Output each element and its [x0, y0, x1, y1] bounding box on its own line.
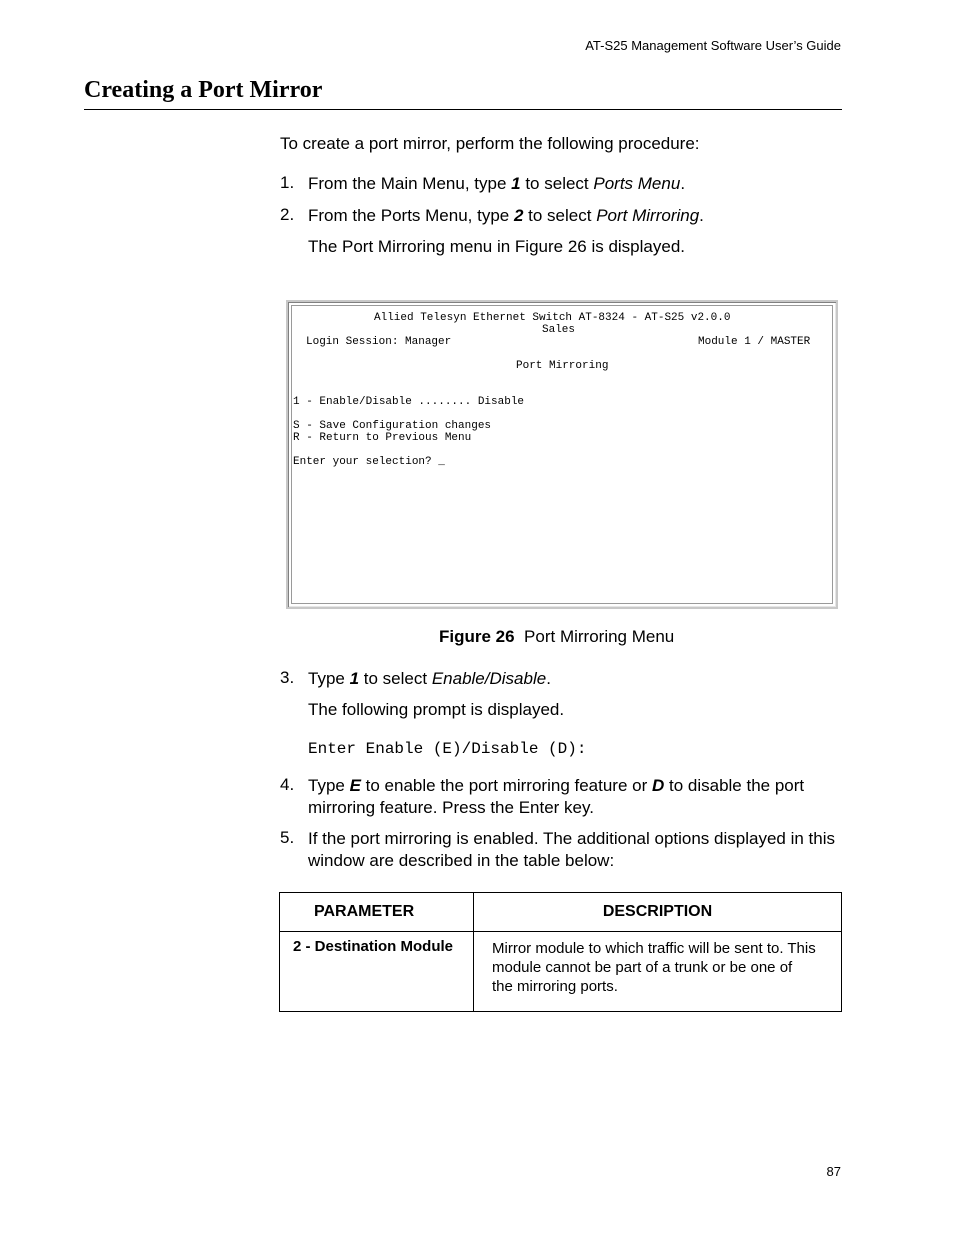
step-text: . — [680, 174, 686, 193]
terminal-prompt: Enter your selection? _ — [293, 456, 445, 468]
table-row — [280, 932, 842, 1012]
step-text: From the Ports Menu, type — [308, 206, 514, 225]
step-text: to select — [523, 206, 597, 225]
section-title: Creating a Port Mirror — [84, 77, 323, 103]
figure-caption — [439, 627, 674, 647]
step-number: 3. — [280, 668, 295, 687]
key-emphasis: 2 — [513, 206, 524, 225]
step-text: Type — [308, 669, 350, 688]
parameter-cell: 2 - Destination Module — [280, 932, 474, 1012]
code-prompt: Enter Enable (E)/Disable (D): — [308, 740, 587, 758]
terminal-menu-title: Port Mirroring — [516, 360, 609, 372]
step-text: . — [699, 206, 704, 225]
step-2 — [308, 205, 842, 227]
figure-label: Figure 26 — [439, 627, 515, 646]
step-2-note: The Port Mirroring menu in Figure 26 is displayed. — [308, 237, 685, 256]
terminal-system-name: Sales — [542, 324, 576, 336]
terminal-login: Login Session: Manager — [306, 336, 452, 348]
step-1 — [308, 173, 842, 195]
terminal-module: Module 1 / MASTER — [698, 336, 811, 348]
step-text: . — [546, 669, 551, 688]
figure-title: Port Mirroring Menu — [524, 627, 675, 646]
key-emphasis: 1 — [511, 174, 521, 193]
key-emphasis: D — [651, 776, 665, 795]
column-header-parameter: PARAMETER — [280, 893, 474, 932]
intro-paragraph: To create a port mirror, perform the following procedure: — [280, 134, 700, 153]
step-text: to select — [520, 174, 594, 193]
title-rule — [84, 109, 842, 110]
key-emphasis: E — [349, 776, 361, 795]
menu-target: Enable/Disable — [431, 669, 547, 688]
terminal-option-return: R - Return to Previous Menu — [293, 432, 472, 444]
menu-target: Port Mirroring — [596, 206, 700, 225]
step-text: From the Main Menu, type — [308, 174, 512, 193]
description-cell: Mirror module to which traffic will be sent to. This module cannot be part of a trunk or be one of the mirroring ports. — [474, 932, 842, 1012]
column-header-description: DESCRIPTION — [474, 893, 842, 932]
step-4 — [308, 775, 842, 819]
terminal-banner: Allied Telesyn Ethernet Switch AT-8324 - AT-S25 v2.0.0 — [374, 312, 731, 324]
table-header-row — [280, 893, 842, 932]
menu-target: Ports Menu — [593, 174, 681, 193]
step-3 — [308, 668, 842, 690]
step-number: 5. — [280, 828, 295, 847]
page-number: 87 — [826, 1164, 841, 1179]
step-text: Type — [308, 776, 350, 795]
step-text: to enable the port mirroring feature or — [360, 776, 652, 795]
step-5: If the port mirroring is enabled. The additional options displayed in this window are described in the table below: — [308, 829, 835, 870]
terminal-option-save: S - Save Configuration changes — [293, 420, 492, 432]
terminal-screenshot — [286, 300, 838, 609]
running-header: AT-S25 Management Software User’s Guide — [585, 38, 841, 53]
key-emphasis: 1 — [349, 669, 360, 688]
step-text: to select — [359, 669, 432, 688]
step-number: 2. — [280, 205, 295, 224]
step-text: to disable the port mirroring feature. Press the Enter key. — [308, 776, 805, 817]
step-number: 1. — [280, 173, 295, 192]
parameter-table — [279, 892, 842, 1012]
step-number: 4. — [280, 775, 295, 794]
step-3-note: The following prompt is displayed. — [308, 700, 565, 719]
terminal-option-1: 1 - Enable/Disable ........ Disable — [293, 396, 525, 408]
terminal-window — [291, 305, 833, 604]
